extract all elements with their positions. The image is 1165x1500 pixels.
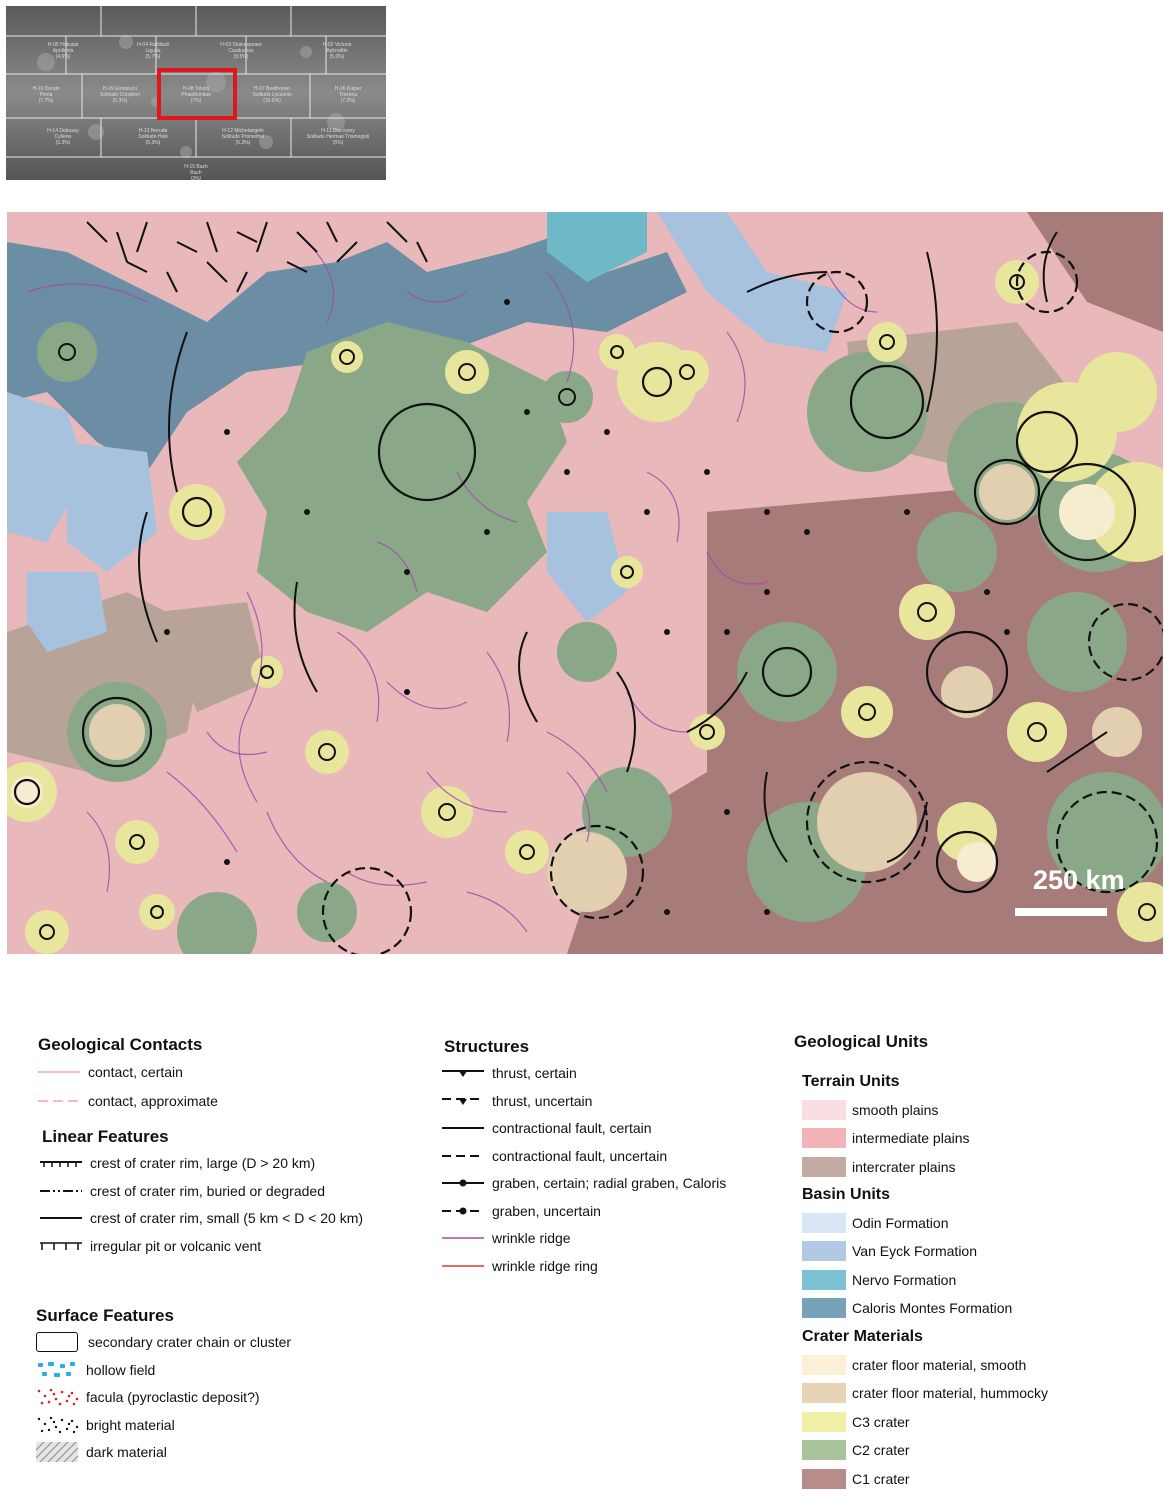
pit-vent-symbol — [40, 1239, 84, 1253]
quad-label-h04: H-04 Raditladi Liguria (5.7%) — [137, 42, 169, 60]
legend-unit-caloris-montes: Caloris Montes Formation — [802, 1297, 1012, 1319]
legend-unit-smooth-plains: smooth plains — [802, 1099, 938, 1121]
graben-certain-symbol — [442, 1176, 486, 1190]
legend-contact-approximate: contact, approximate — [38, 1090, 218, 1112]
legend-structures-title: Structures — [444, 1037, 530, 1056]
legend-wrinkle-ridge-ring: wrinkle ridge ring — [442, 1255, 598, 1277]
legend-crater-rim-large: crest of crater rim, large (D > 20 km) — [40, 1152, 315, 1174]
legend-linear-features-title: Linear Features — [42, 1127, 169, 1146]
legend-terrain-units-title: Terrain Units — [802, 1073, 900, 1090]
contractional-certain-symbol — [442, 1121, 486, 1135]
thrust-certain-symbol — [442, 1066, 486, 1080]
index-map — [6, 2, 386, 188]
crater-floor-hummocky-swatch — [802, 1383, 846, 1403]
contact-certain-symbol — [38, 1065, 82, 1079]
legend-wrinkle-ridge: wrinkle ridge — [442, 1227, 571, 1249]
legend-dark-material: dark material — [36, 1441, 167, 1463]
legend-thrust-uncertain: thrust, uncertain — [442, 1090, 592, 1112]
legend-unit-c2-crater: C2 crater — [802, 1439, 910, 1461]
van-eyck-formation-swatch — [802, 1241, 846, 1261]
legend-crater-materials-title: Crater Materials — [802, 1328, 923, 1345]
quad-label-h13: H-13 Neruda Solitudo Helii (5.3%) — [138, 128, 168, 146]
quad-label-h11: H-11 Discovery Solitudo Hermae Trismegisti (5%) — [306, 128, 370, 146]
legend-thrust-certain: thrust, certain — [442, 1062, 577, 1084]
quad-label-h03: H-03 Shakespeare Cauduceus (9.5%) — [220, 42, 262, 60]
dark-material-swatch — [36, 1442, 80, 1462]
graben-uncertain-symbol — [442, 1204, 486, 1218]
intercrater-plains-swatch — [802, 1157, 846, 1177]
quad-label-h08: H-08 Tolstoj Phaethontias (7%) — [181, 86, 211, 104]
caloris-montes-formation-swatch — [802, 1298, 846, 1318]
quad-label-h02: H-02 Victoria Aphrodite (5.0%) — [322, 42, 352, 60]
legend-unit-intercrater-plains: intercrater plains — [802, 1156, 956, 1178]
legend-unit-odin: Odin Formation — [802, 1212, 948, 1234]
crater-rim-buried-symbol — [40, 1184, 84, 1198]
legend-contractional-certain: contractional fault, certain — [442, 1117, 652, 1139]
legend-bright-material: bright material — [36, 1414, 175, 1436]
quad-label-h15: H-15 Bach Bach (2%) — [184, 164, 208, 182]
crater-rim-small-symbol — [40, 1211, 84, 1225]
legend-unit-van-eyck: Van Eyck Formation — [802, 1240, 977, 1262]
legend-facula: facula (pyroclastic deposit?) — [36, 1386, 260, 1408]
legend-basin-units-title: Basin Units — [802, 1186, 891, 1203]
quad-label-h06: H-06 Kuiper Tricrena (7.2%) — [334, 86, 362, 104]
legend-geological-units-title: Geological Units — [794, 1032, 929, 1051]
secondary-chain-swatch — [36, 1332, 78, 1352]
c2-crater-swatch — [802, 1440, 846, 1460]
quad-label-h12: H-12 Michelangelo Solitudo Promethei (5.3%) — [221, 128, 265, 146]
c1-crater-swatch — [802, 1469, 846, 1489]
legend-hollow-field: hollow field — [36, 1359, 155, 1381]
legend-contractional-uncertain: contractional fault, uncertain — [442, 1145, 667, 1167]
quad-label-h10: H-10 Derain Pieria (7.7%) — [32, 86, 60, 104]
wrinkle-ridge-ring-symbol — [442, 1259, 486, 1273]
legend-unit-crater-floor-smooth: crater floor material, smooth — [802, 1354, 1026, 1376]
legend-unit-c1-crater: C1 crater — [802, 1468, 910, 1490]
wrinkle-ridge-symbol — [442, 1231, 486, 1245]
legend-pit-vent: irregular pit or volcanic vent — [40, 1235, 261, 1257]
quad-label-h09: H-09 Eminescu Solitudo Criophori (5.3%) — [100, 86, 140, 104]
legend-unit-crater-floor-hummocky: crater floor material, hummocky — [802, 1382, 1048, 1404]
quad-label-h07: H-07 Beethoven Solitudo Lycaonis (10.6%) — [252, 86, 292, 104]
legend-unit-intermediate-plains: intermediate plains — [802, 1127, 970, 1149]
legend-crater-rim-buried: crest of crater rim, buried or degraded — [40, 1180, 325, 1202]
crater-rim-large-symbol — [40, 1156, 84, 1170]
hollow-field-swatch — [36, 1360, 80, 1380]
geologic-map — [7, 212, 1163, 954]
legend-secondary-chain: secondary crater chain or cluster — [36, 1331, 291, 1353]
legend-unit-nervo: Nervo Formation — [802, 1269, 956, 1291]
contractional-uncertain-symbol — [442, 1149, 486, 1163]
c3-crater-swatch — [802, 1412, 846, 1432]
quad-label-h05: H-05 Hokusai Apollonia (4.6%) — [47, 42, 79, 60]
legend-geological-contacts-title: Geological Contacts — [38, 1035, 203, 1054]
legend-surface-features-title: Surface Features — [36, 1306, 174, 1325]
legend-crater-rim-small: crest of crater rim, small (5 km < D < 20 km) — [40, 1207, 363, 1229]
legend-unit-c3-crater: C3 crater — [802, 1411, 910, 1433]
bright-material-swatch — [36, 1415, 80, 1435]
thrust-uncertain-symbol — [442, 1094, 486, 1108]
legend-graben-uncertain: graben, uncertain — [442, 1200, 601, 1222]
scale-bar — [1015, 908, 1107, 916]
nervo-formation-swatch — [802, 1270, 846, 1290]
legend-contact-certain: contact, certain — [38, 1061, 183, 1083]
intermediate-plains-swatch — [802, 1128, 846, 1148]
legend-graben-certain: graben, certain; radial graben, Caloris — [442, 1172, 726, 1194]
crater-floor-smooth-swatch — [802, 1355, 846, 1375]
scale-label: 250 km — [1033, 865, 1125, 895]
quad-label-h14: H-14 Debussy Cyllene (5.3%) — [47, 128, 79, 146]
facula-swatch — [36, 1387, 80, 1407]
contact-approximate-symbol — [38, 1094, 82, 1108]
smooth-plains-swatch — [802, 1100, 846, 1120]
odin-formation-swatch — [802, 1213, 846, 1233]
